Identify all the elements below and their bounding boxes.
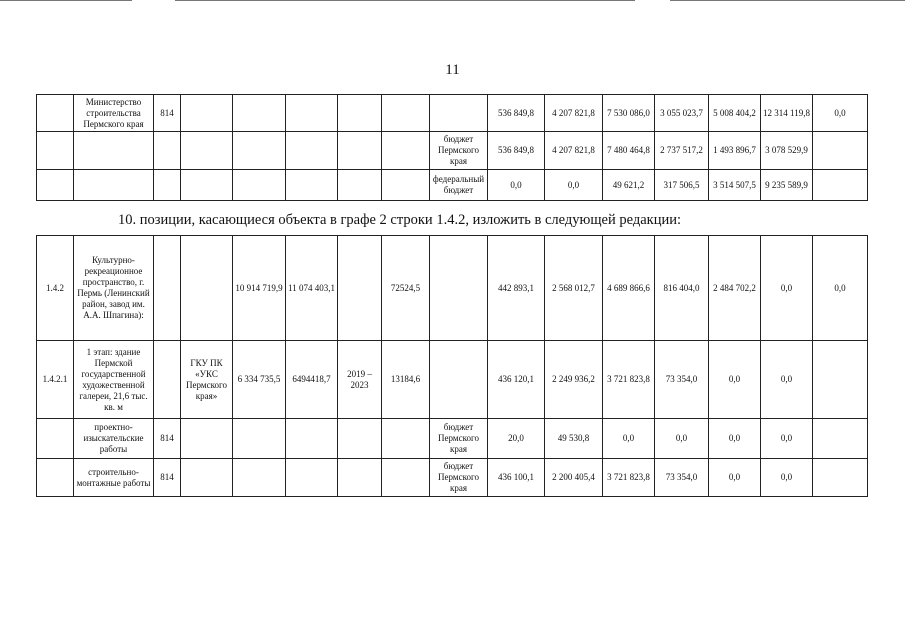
table-cell: 6494418,7 [286,341,338,419]
table-cell [181,236,233,341]
table-cell: 4 689 866,6 [603,236,655,341]
table-cell: 4 207 821,8 [545,95,603,132]
table-cell [813,341,868,419]
table-cell: 7 480 464,8 [603,132,655,170]
table-cell [382,170,430,201]
table-cell [338,95,382,132]
table-cell [37,95,74,132]
table-cell: 0,0 [603,419,655,459]
table-cell: 0,0 [813,95,868,132]
table-cell: 0,0 [488,170,545,201]
table-cell: 1.4.2.1 [37,341,74,419]
table-cell: 816 404,0 [655,236,709,341]
table-cell [37,419,74,459]
budget-table-bottom [36,235,868,497]
table-cell [154,132,181,170]
table-cell: 0,0 [813,236,868,341]
table-cell: 49 621,2 [603,170,655,201]
table-cell [813,132,868,170]
table-cell: бюджет Пермского края [430,132,488,170]
table-cell [286,170,338,201]
table-cell [286,95,338,132]
table-cell: 1 493 896,7 [709,132,761,170]
table-cell [813,170,868,201]
table-cell: 73 354,0 [655,459,709,497]
table-cell: 11 074 403,1 [286,236,338,341]
table-cell: 0,0 [761,419,813,459]
table-cell: 0,0 [761,236,813,341]
table-cell [233,95,286,132]
table-row [37,132,868,170]
page-number: 11 [445,62,460,78]
table-cell: 3 721 823,8 [603,459,655,497]
table-cell: 2 737 517,2 [655,132,709,170]
table-cell: 7 530 086,0 [603,95,655,132]
top-edge-line-left [0,0,132,1]
table-cell: 12 314 119,8 [761,95,813,132]
table-cell: 2 200 405,4 [545,459,603,497]
table-cell: 0,0 [655,419,709,459]
table-cell: 0,0 [761,341,813,419]
budget-table-top [36,94,868,201]
table-cell [286,132,338,170]
table-cell: 3 078 529,9 [761,132,813,170]
table-cell: 72524,5 [382,236,430,341]
table-cell: 0,0 [761,459,813,497]
table-cell [74,170,154,201]
table-row [37,95,868,132]
table-cell: 317 506,5 [655,170,709,201]
table-cell [382,132,430,170]
table-cell: 814 [154,419,181,459]
table-cell [154,170,181,201]
table-cell [181,459,233,497]
table-cell: 3 514 507,5 [709,170,761,201]
table-cell: 536 849,8 [488,95,545,132]
table-cell [338,236,382,341]
table-cell: 436 120,1 [488,341,545,419]
table-cell [286,419,338,459]
table-cell [233,459,286,497]
table-cell: 13184,6 [382,341,430,419]
table-cell: 3 721 823,8 [603,341,655,419]
table-cell [233,419,286,459]
table-cell [338,419,382,459]
table-cell [382,419,430,459]
table-cell: 9 235 589,9 [761,170,813,201]
table-cell: 0,0 [709,341,761,419]
table-cell: 10 914 719,9 [233,236,286,341]
table-cell: 20,0 [488,419,545,459]
table-cell [181,419,233,459]
table-row [37,419,868,459]
table-cell [382,459,430,497]
table-cell [382,95,430,132]
table-cell: бюджет Пермского края [430,419,488,459]
table-cell: 436 100,1 [488,459,545,497]
instruction-text: 10. позиции, касающиеся объекта в графе 2 строки 1.4.2, изложить в следующей редакции: [118,212,682,228]
table-cell [181,170,233,201]
table-cell: 814 [154,95,181,132]
table-cell [338,170,382,201]
table-cell [37,132,74,170]
table-row [37,236,868,341]
table-cell: Министерство строительства Пермского края [74,95,154,132]
table-cell: 4 207 821,8 [545,132,603,170]
table-cell: 2019 – 2023 [338,341,382,419]
table-cell [430,95,488,132]
table-cell: 3 055 023,7 [655,95,709,132]
table-cell: 0,0 [545,170,603,201]
table-cell: федеральный бюджет [430,170,488,201]
top-edge-line-mid [175,0,635,1]
table-cell: 2 249 936,2 [545,341,603,419]
table-cell [181,132,233,170]
table-cell [813,459,868,497]
table-cell: 2 484 702,2 [709,236,761,341]
table-cell [233,132,286,170]
table-cell [430,236,488,341]
table-cell: 0,0 [709,459,761,497]
table-cell [813,419,868,459]
table-cell: 49 530,8 [545,419,603,459]
table-row [37,459,868,497]
table-cell: 2 568 012,7 [545,236,603,341]
table-cell: строительно-монтажные работы [74,459,154,497]
table-cell: 1 этап: здание Пермской государственной художественной галереи, 21,6 тыс. кв. м [74,341,154,419]
table-cell [233,170,286,201]
table-row [37,170,868,201]
table-cell [430,341,488,419]
table-cell: 73 354,0 [655,341,709,419]
table-cell: 5 008 404,2 [709,95,761,132]
table-cell: проектно-изыскательские работы [74,419,154,459]
table-cell [338,132,382,170]
table-cell [74,132,154,170]
table-cell [37,459,74,497]
table-cell: 0,0 [709,419,761,459]
table-cell [338,459,382,497]
table-cell: 6 334 735,5 [233,341,286,419]
table-cell: бюджет Пермского края [430,459,488,497]
table-cell: Культурно-рекреационное пространство, г. Пермь (Ленинский район, завод им. А.А. Шпагина): [74,236,154,341]
top-edge-line-right [670,0,905,1]
table-cell: 1.4.2 [37,236,74,341]
table-cell [181,95,233,132]
table-cell [154,341,181,419]
table-row [37,341,868,419]
table-cell [154,236,181,341]
table-cell: 814 [154,459,181,497]
table-cell [286,459,338,497]
table-cell: ГКУ ПК «УКС Пермского края» [181,341,233,419]
table-cell [37,170,74,201]
table-cell: 536 849,8 [488,132,545,170]
table-cell: 442 893,1 [488,236,545,341]
